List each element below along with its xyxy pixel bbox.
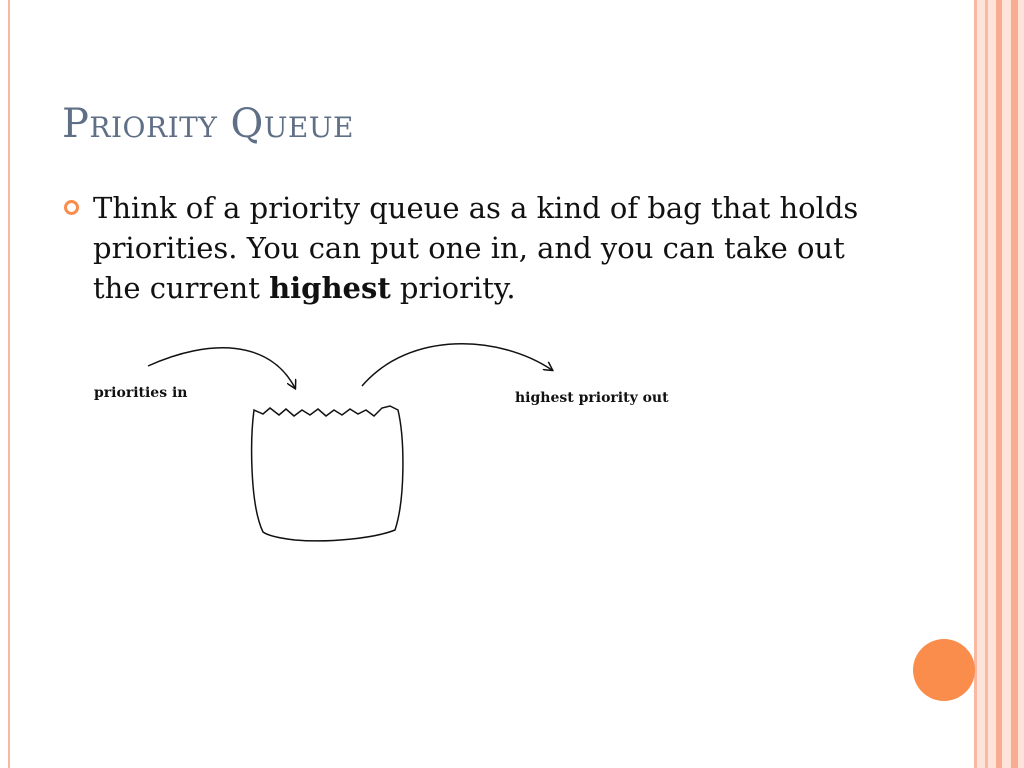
left-border-line: [8, 0, 10, 768]
bullet-text-end: priority.: [390, 271, 516, 305]
decor-stripe: [996, 0, 1002, 768]
label-priorities-in: priorities in: [94, 385, 188, 401]
bag-outline: [252, 406, 403, 541]
bullet-text: [93, 188, 884, 308]
priority-queue-diagram: [80, 330, 700, 560]
arrow-out: [362, 344, 552, 386]
bullet-emphasis: highest: [269, 271, 391, 305]
bullet-circle-icon: [64, 200, 79, 215]
bullet-item: [64, 188, 884, 308]
diagram-drawing: [80, 330, 700, 560]
slide-title: Priority Queue: [62, 101, 354, 147]
decor-stripe: [985, 0, 988, 768]
orange-circle-accent: [913, 639, 975, 701]
arrow-in: [148, 348, 295, 388]
decor-stripe: [974, 0, 977, 768]
decor-stripe: [1011, 0, 1018, 768]
bullet-text-start: Think of a priority queue as a kind of bag that holds priorities. You can put one in, and you can take out the current: [93, 191, 859, 305]
label-highest-priority-out: highest priority out: [515, 390, 669, 406]
